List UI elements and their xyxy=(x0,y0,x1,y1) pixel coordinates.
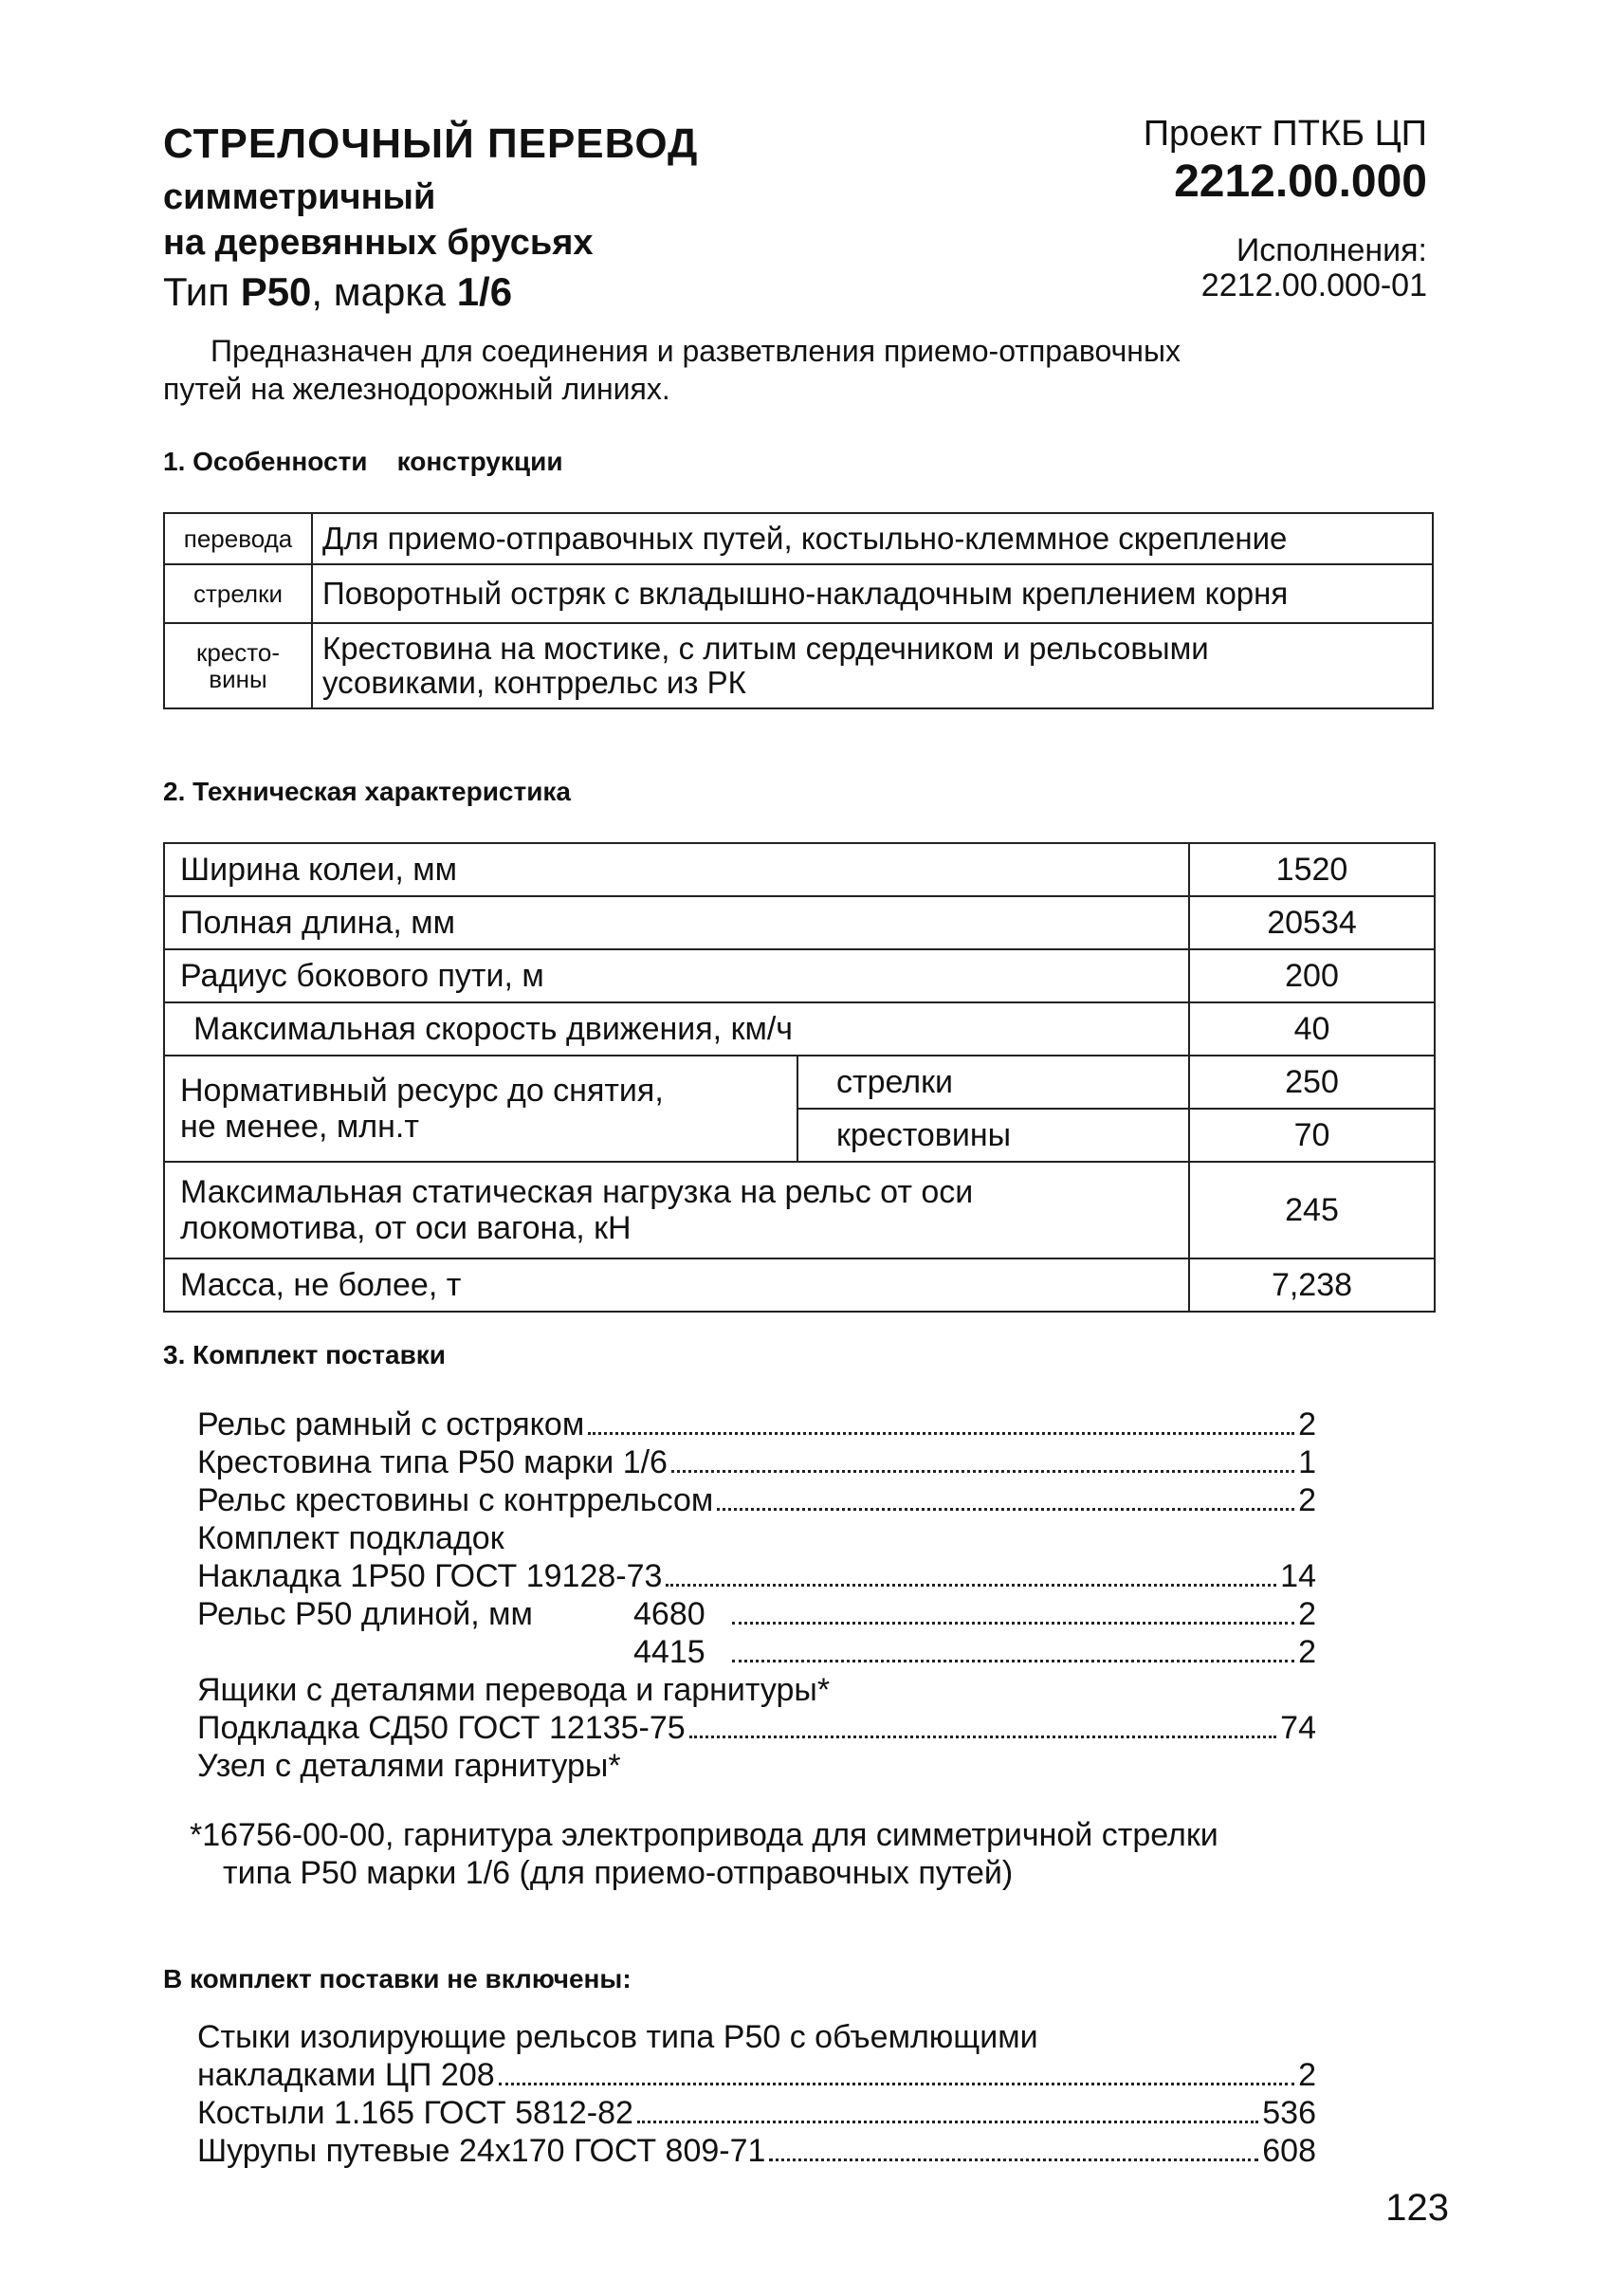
list-item xyxy=(197,1709,1316,1747)
item-qty: 608 xyxy=(1262,2133,1316,2169)
load-value: 245 xyxy=(1189,1162,1435,1258)
table-row xyxy=(164,564,1433,623)
page-number: 123 xyxy=(1385,2187,1449,2229)
table-row xyxy=(164,1258,1435,1312)
item-qty: 2 xyxy=(1298,1406,1316,1442)
technical-specs-table xyxy=(163,842,1436,1313)
spec-value: 200 xyxy=(1189,949,1435,1002)
leader-dots xyxy=(666,1584,1276,1587)
item-length: 4680 xyxy=(633,1596,705,1632)
item-qty: 74 xyxy=(1280,1710,1316,1746)
list-item xyxy=(197,1747,1316,1785)
spec-value: 20534 xyxy=(1189,896,1435,949)
resource-value-switch: 250 xyxy=(1189,1056,1435,1109)
project-code: 2212.00.000 xyxy=(1174,156,1427,207)
item-qty: 536 xyxy=(1262,2095,1316,2131)
item-label: Костыли 1.165 ГОСТ 5812-82 xyxy=(197,2095,633,2131)
list-item xyxy=(197,2018,1316,2056)
item-qty: 2 xyxy=(1298,1482,1316,1518)
leader-dots xyxy=(717,1508,1294,1511)
footnote xyxy=(190,1816,1422,1892)
not-included-list xyxy=(197,2018,1316,2170)
item-label: Рельс рамный с остряком xyxy=(197,1406,585,1442)
list-item xyxy=(197,1671,1316,1709)
delivery-set-list xyxy=(197,1405,1316,1785)
load-label: Максимальная статическая нагрузка на рельс от оси локомотива, от оси вагона, кН xyxy=(164,1162,1189,1258)
project-label: Проект ПТКБ ЦП xyxy=(1143,114,1427,154)
feature-value: Крестовина на мостике, с литым сердечником и рельсовыми усовиками, контррельс из РК xyxy=(312,623,1433,708)
list-item xyxy=(197,1633,1316,1671)
item-label: Узел с деталями гарнитуры* xyxy=(197,1748,621,1784)
design-features-table xyxy=(163,512,1434,709)
mass-label: Масса, не более, т xyxy=(164,1258,1189,1312)
executions-value: 2212.00.000-01 xyxy=(1200,267,1427,303)
spec-label: Максимальная скорость движения, км/ч xyxy=(164,1002,1189,1056)
resource-sub-switch: стрелки xyxy=(797,1056,1189,1109)
item-label: Крестовина типа Р50 марки 1/6 xyxy=(197,1444,668,1480)
spec-label: Полная длина, мм xyxy=(164,896,1189,949)
resource-value-frog: 70 xyxy=(1189,1109,1435,1162)
leader-dots xyxy=(671,1470,1294,1473)
leader-dots xyxy=(588,1432,1294,1435)
feature-value: Для приемо-отправочных путей, костыльно-клеммное скрепление xyxy=(312,513,1433,564)
leader-dots xyxy=(499,2083,1294,2085)
section-3-heading: 3. Комплект поставки xyxy=(163,1340,447,1369)
section-2-heading: 2. Техническая характеристика xyxy=(163,777,571,806)
document-subtitle-sleepers: на деревянных брусьях xyxy=(163,223,594,263)
list-item xyxy=(197,2094,1316,2132)
list-item xyxy=(197,2132,1316,2170)
item-label: Комплект подкладок xyxy=(197,1520,504,1556)
type-mark: 1/6 xyxy=(456,269,513,314)
list-item xyxy=(197,2056,1316,2094)
feature-key: перевода xyxy=(164,513,312,564)
table-row xyxy=(164,1162,1435,1258)
type-mid: , марка xyxy=(311,269,457,314)
list-item xyxy=(197,1557,1316,1595)
list-item xyxy=(197,1405,1316,1443)
table-row xyxy=(164,513,1433,564)
item-length: 4415 xyxy=(633,1634,705,1670)
spec-value: 1520 xyxy=(1189,843,1435,896)
intro-line-1: Предназначен для соединения и разветвления приемо-отправочных xyxy=(211,334,1181,368)
intro-paragraph xyxy=(163,332,1396,408)
table-row xyxy=(164,1002,1435,1056)
spec-label: Радиус бокового пути, м xyxy=(164,949,1189,1002)
feature-key: кресто- вины xyxy=(164,623,312,708)
feature-value: Поворотный остряк с вкладышно-накладочным креплением корня xyxy=(312,564,1433,623)
document-subtitle-symmetric: симметричный xyxy=(163,177,436,217)
item-label: Шурупы путевые 24х170 ГОСТ 809-71 xyxy=(197,2133,766,2169)
resource-sub-frog: крестовины xyxy=(797,1109,1189,1162)
table-row xyxy=(164,896,1435,949)
table-row xyxy=(164,623,1433,708)
intro-line-2: путей на железнодорожный линиях. xyxy=(163,372,670,406)
item-label: Рельс крестовины с контррельсом xyxy=(197,1482,714,1518)
section-1-heading: 1. Особенности конструкции xyxy=(163,447,563,476)
list-item xyxy=(197,1595,1316,1633)
leader-dots xyxy=(769,2158,1258,2161)
item-qty: 2 xyxy=(1298,1634,1316,1670)
leader-dots xyxy=(732,1622,1294,1625)
document-title: СТРЕЛОЧНЫЙ ПЕРЕВОД xyxy=(163,120,699,167)
table-row xyxy=(164,949,1435,1002)
mass-value: 7,238 xyxy=(1189,1258,1435,1312)
footnote-line-1: *16756-00-00, гарнитура электропривода для симметричной стрелки xyxy=(190,1817,1218,1853)
item-qty: 14 xyxy=(1280,1558,1316,1594)
type-prefix: Тип xyxy=(163,269,241,314)
resource-label: Нормативный ресурс до снятия, не менее, млн.т xyxy=(164,1056,797,1162)
list-item xyxy=(197,1519,1316,1557)
list-item xyxy=(197,1481,1316,1519)
leader-dots xyxy=(637,2121,1258,2123)
table-row xyxy=(164,1056,1435,1109)
feature-key: стрелки xyxy=(164,564,312,623)
switch-type-line xyxy=(163,267,512,317)
item-label: Стыки изолирующие рельсов типа Р50 с объемлющими xyxy=(197,2019,1038,2055)
item-label: Ящики с деталями перевода и гарнитуры* xyxy=(197,1672,831,1708)
item-label: Накладка 1Р50 ГОСТ 19128-73 xyxy=(197,1558,663,1594)
footnote-line-2: типа Р50 марки 1/6 (для приемо-отправочных путей) xyxy=(223,1855,1014,1891)
spec-value: 40 xyxy=(1189,1002,1435,1056)
item-label: Подкладка СД50 ГОСТ 12135-75 xyxy=(197,1710,686,1746)
item-label: Рельс Р50 длиной, мм xyxy=(197,1596,533,1632)
item-label: накладками ЦП 208 xyxy=(197,2057,495,2093)
list-item xyxy=(197,1443,1316,1481)
leader-dots xyxy=(732,1660,1294,1662)
spec-label: Ширина колеи, мм xyxy=(164,843,1189,896)
item-qty: 2 xyxy=(1298,2057,1316,2093)
table-row xyxy=(164,843,1435,896)
type-rail: Р50 xyxy=(240,269,312,314)
item-qty: 1 xyxy=(1298,1444,1316,1480)
leader-dots xyxy=(689,1736,1277,1738)
not-included-heading: В комплект поставки не включены: xyxy=(163,1964,632,1993)
item-qty: 2 xyxy=(1298,1596,1316,1632)
executions-label: Исполнения: xyxy=(1236,232,1427,268)
